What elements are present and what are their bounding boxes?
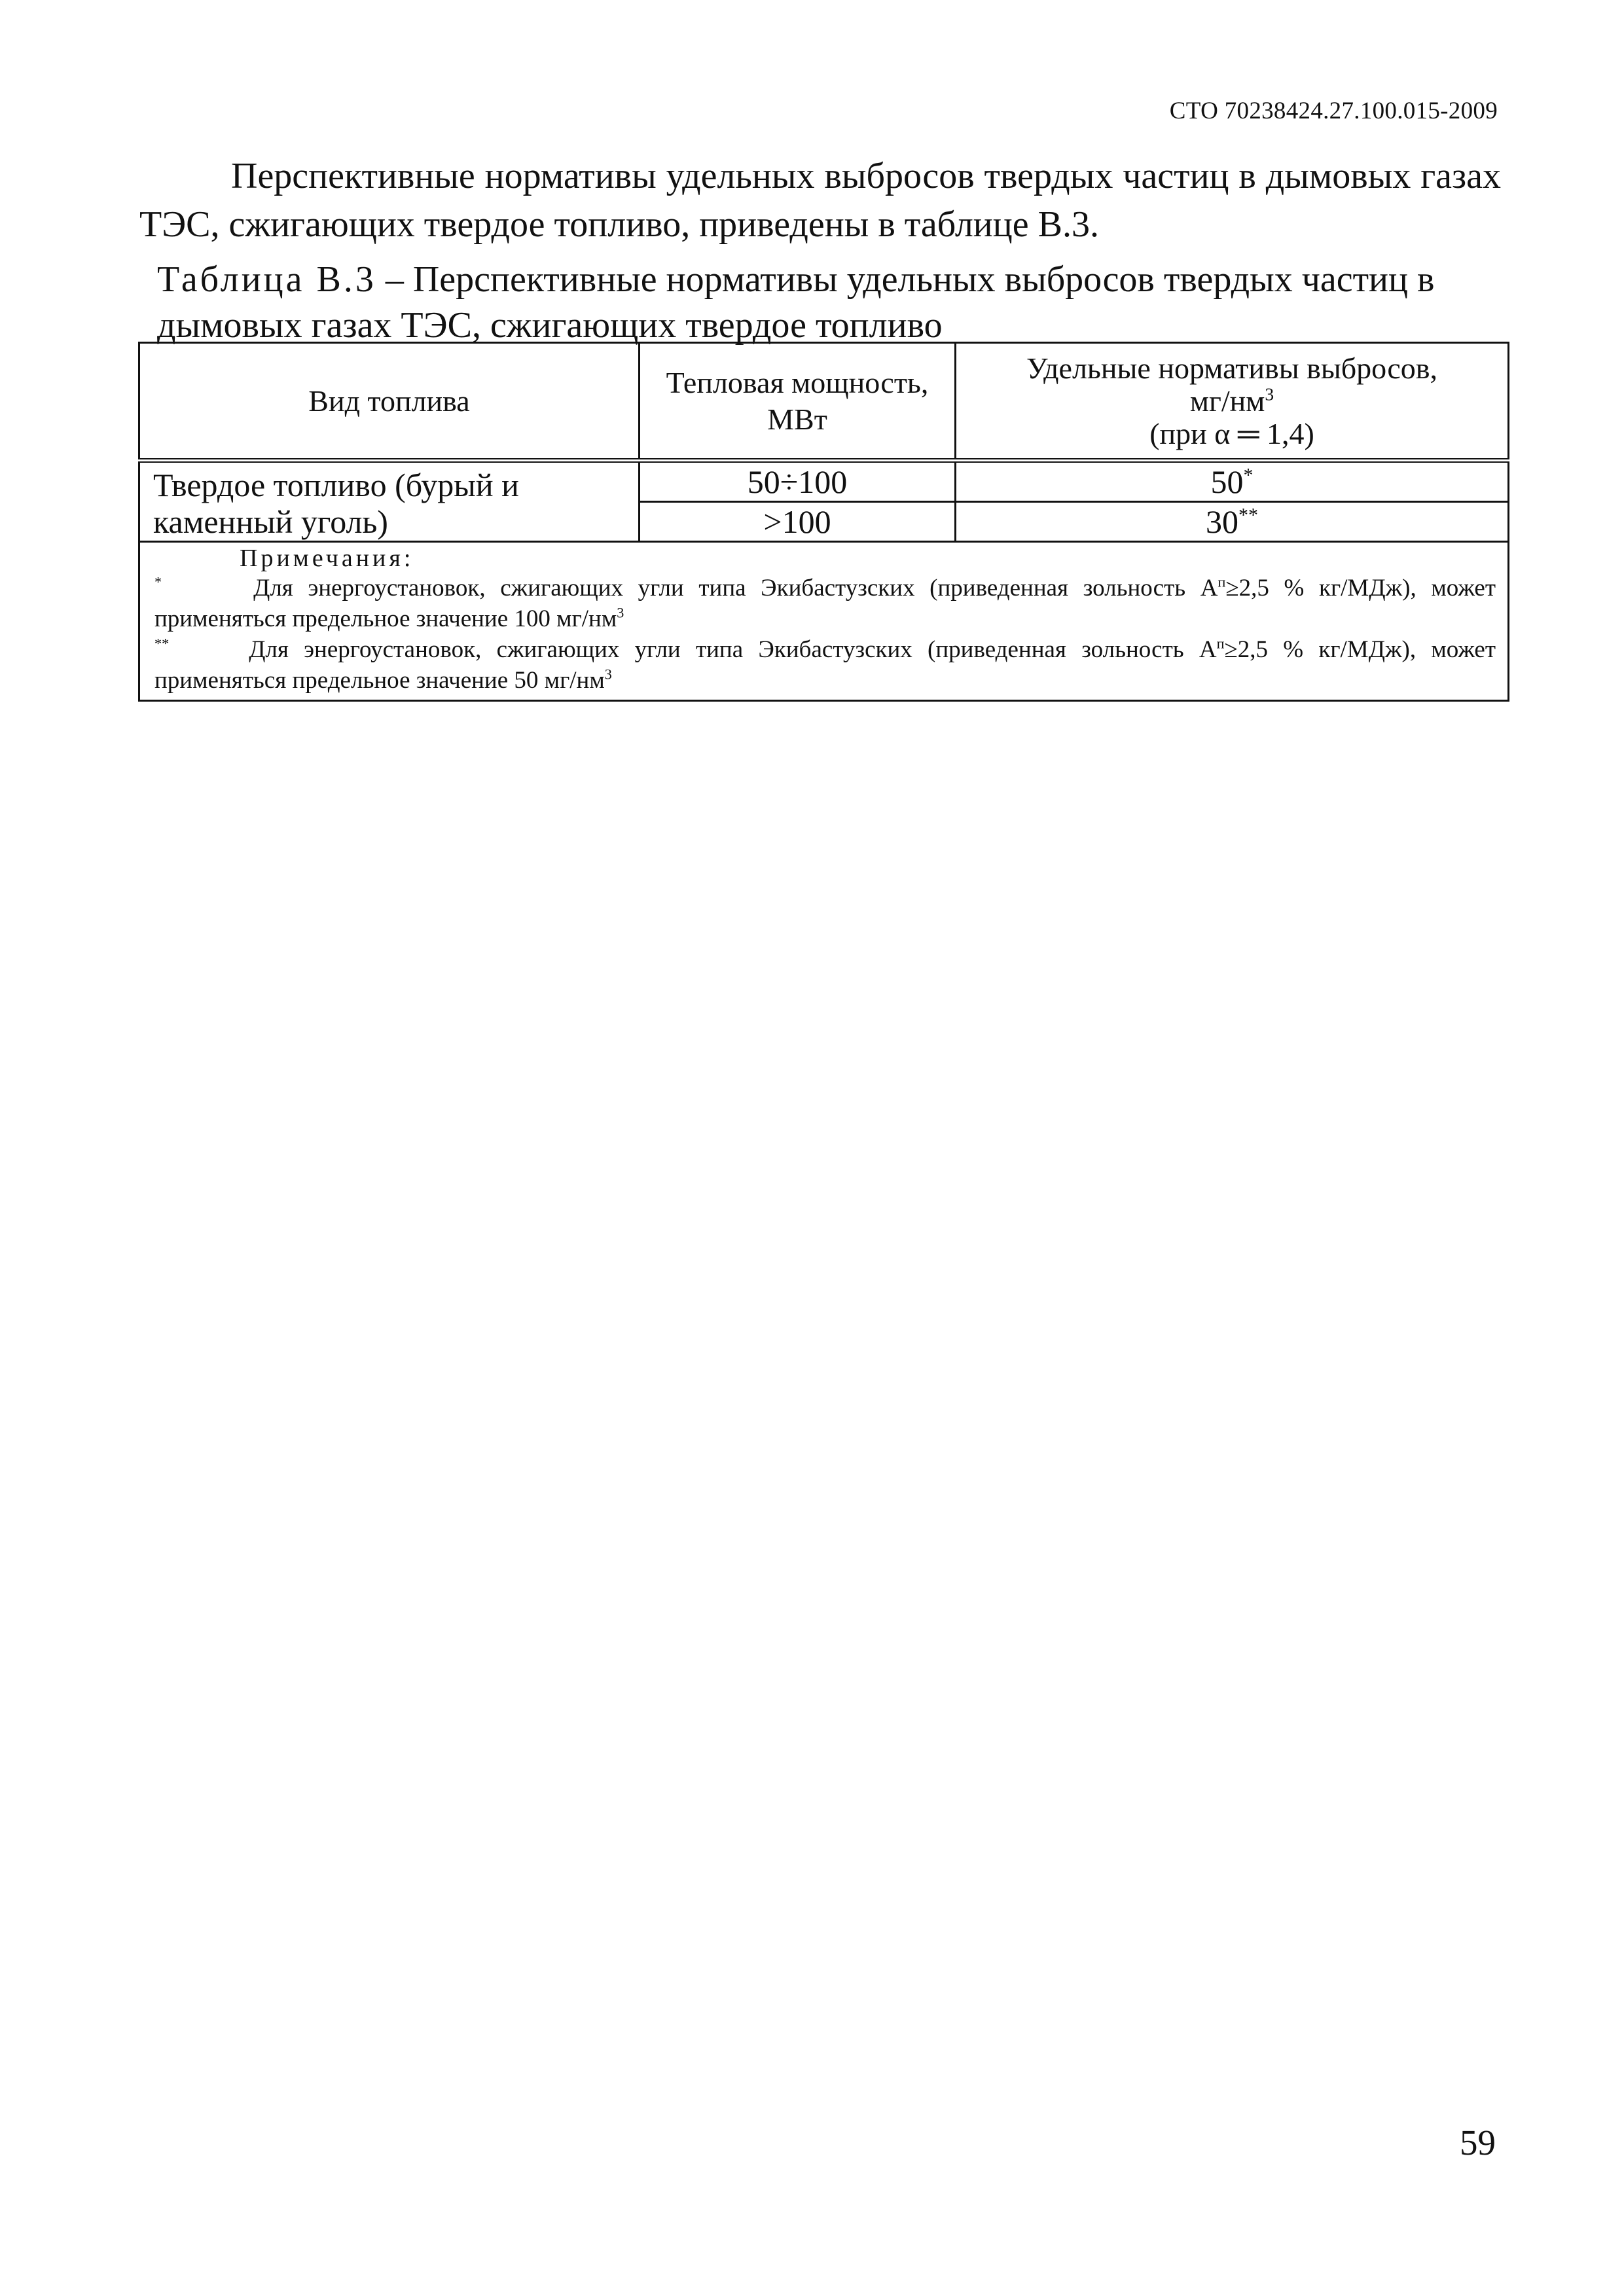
note-text-before: Для энергоустановок, сжигающих угли типа Экибастузских (приведенная зольность A [249,636,1217,663]
note-ash-sup: п [1218,573,1226,590]
header-fuel-type: Вид топлива [139,343,640,461]
note-ash-sup: п [1216,635,1225,652]
table-row [139,461,1509,502]
emission-norms-table [138,342,1509,702]
cell-norm-mark: * [1243,464,1254,486]
note-unit-sup: 3 [604,666,612,683]
cell-fuel-type: Твердое топливо (бурый и каменный уголь) [139,461,640,542]
table-caption [157,257,1501,348]
table-caption-text: Перспективные нормативы удельных выбросов твердых частиц в дымовых газах ТЭС, сжигающих твердое топливо [157,259,1435,346]
header-emission-norm-unit: мг/нм [1189,384,1265,418]
note-item [154,573,1496,634]
cell-norm-value: 30 [1206,503,1238,540]
note-mark: * [154,573,162,590]
note-text-after: ≥2,5 % кг/МДж), может применяться предельное значение 100 мг/нм [154,575,1496,632]
table-caption-dash: – [376,259,413,300]
document-code: СТО 70238424.27.100.015-2009 [1169,98,1498,124]
note-item [154,634,1496,696]
header-thermal-power [640,343,956,461]
note-mark: ** [154,635,170,652]
note-text-after: ≥2,5 % кг/МДж), может применяться предельное значение 50 мг/нм [154,636,1496,694]
cell-power: >100 [640,502,956,542]
header-emission-norm-condition: (при α ═ 1,4) [1149,416,1314,450]
intro-paragraph: Перспективные нормативы удельных выбросов твердых частиц в дымовых газах ТЭС, сжигающих твердое топливо, приведены в таблице В.3. [139,156,1501,245]
cell-norm [956,461,1509,502]
table-notes-row [139,542,1509,701]
note-text-before: Для энергоустановок, сжигающих угли типа Экибастузских (приведенная зольность A [253,575,1218,601]
page-number: 59 [1460,2123,1496,2162]
cell-power: 50÷100 [640,461,956,502]
table-notes [139,542,1509,701]
cell-norm-mark: ** [1238,504,1258,526]
note-unit-sup: 3 [617,604,624,621]
table-caption-label: Таблица В.3 [157,259,376,300]
table-header-row [139,343,1509,461]
header-thermal-power-line1: Тепловая мощность, [666,365,929,399]
cell-norm [956,502,1509,542]
header-emission-norm-line1: Удельные нормативы выбросов, [1026,351,1437,385]
header-emission-norm [956,343,1509,461]
cell-norm-value: 50 [1210,463,1244,500]
header-emission-norm-unit-sup: 3 [1265,384,1274,404]
notes-title: Примечания: [240,545,414,572]
header-thermal-power-unit: МВт [767,402,827,436]
